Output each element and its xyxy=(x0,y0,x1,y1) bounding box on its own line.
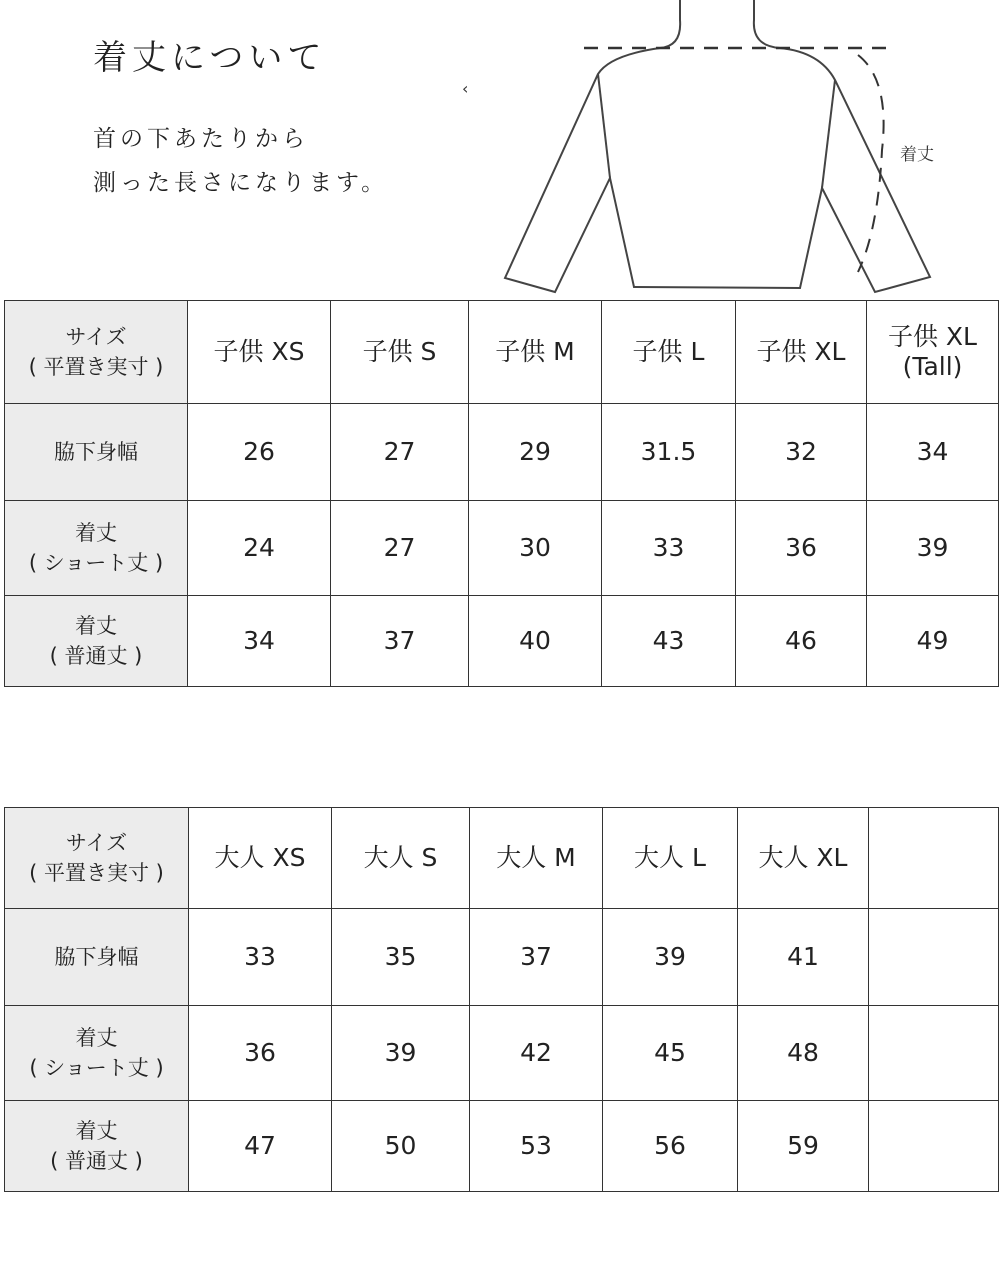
table-cell: 37 xyxy=(470,909,603,1006)
column-header: 大人 XS xyxy=(189,808,332,909)
table-cell: 46 xyxy=(736,596,867,687)
table-cell: 26 xyxy=(188,404,331,501)
table-cell: 24 xyxy=(188,501,331,596)
corner-label-line2: ( 平置き実寸 ) xyxy=(28,355,164,379)
row-label xyxy=(5,501,188,596)
table-row xyxy=(5,909,999,1006)
column-header xyxy=(867,301,999,404)
table-cell: 30 xyxy=(469,501,602,596)
description-line-1: 首の下あたりから xyxy=(93,126,309,152)
table-cell: 56 xyxy=(603,1101,738,1192)
table-row xyxy=(5,404,999,501)
table-header-row xyxy=(5,301,999,404)
column-header: 子供 S xyxy=(331,301,469,404)
table-cell: 53 xyxy=(470,1101,603,1192)
table-row xyxy=(5,501,999,596)
table-cell: 50 xyxy=(332,1101,470,1192)
column-header-line2: (Tall) xyxy=(902,352,963,381)
row-label: 脇下身幅 xyxy=(5,404,188,501)
table-cell: 37 xyxy=(331,596,469,687)
table-cell: 33 xyxy=(189,909,332,1006)
table-cell: 27 xyxy=(331,404,469,501)
column-header: 子供 L xyxy=(602,301,736,404)
row-label-line2: ( 普通丈 ) xyxy=(50,1149,143,1173)
table-cell: 36 xyxy=(736,501,867,596)
corner-header xyxy=(5,808,189,909)
length-guide-dashed-curve xyxy=(858,55,884,272)
shirt-length-diagram xyxy=(460,0,940,300)
row-label-line1: 着丈 xyxy=(75,613,117,638)
row-label-line2: ( ショート丈 ) xyxy=(29,1056,164,1080)
table-row xyxy=(5,596,999,687)
corner-label-line1: サイズ xyxy=(65,830,128,855)
table-row xyxy=(5,1101,999,1192)
table-cell: 41 xyxy=(738,909,869,1006)
table-cell: 39 xyxy=(867,501,999,596)
column-header: 子供 M xyxy=(469,301,602,404)
table-cell: 32 xyxy=(736,404,867,501)
column-header-line1: 子供 XL xyxy=(887,322,977,351)
table-cell: 43 xyxy=(602,596,736,687)
table-cell: 33 xyxy=(602,501,736,596)
row-label xyxy=(5,596,188,687)
corner-label-line2: ( 平置き実寸 ) xyxy=(29,861,164,885)
table-cell: 45 xyxy=(603,1006,738,1101)
column-header: 大人 XL xyxy=(738,808,869,909)
table-cell xyxy=(869,1101,999,1192)
row-label: 脇下身幅 xyxy=(5,909,189,1006)
table-cell: 47 xyxy=(189,1101,332,1192)
column-header: 大人 M xyxy=(470,808,603,909)
row-label-line2: ( 普通丈 ) xyxy=(49,644,143,668)
small-mark: ‹ xyxy=(462,79,469,98)
row-label-line2: ( ショート丈 ) xyxy=(28,551,164,575)
kids-size-table xyxy=(4,300,999,687)
table-cell: 39 xyxy=(332,1006,470,1101)
page-title: 着丈について xyxy=(93,38,327,78)
corner-label-line1: サイズ xyxy=(65,324,127,349)
column-header: 大人 L xyxy=(603,808,738,909)
length-label: 着丈 xyxy=(900,145,934,165)
row-label-line1: 着丈 xyxy=(75,1118,118,1143)
table-cell: 31.5 xyxy=(602,404,736,501)
column-header: 子供 XL xyxy=(736,301,867,404)
column-header: 子供 XS xyxy=(188,301,331,404)
table-cell: 42 xyxy=(470,1006,603,1101)
table-cell: 34 xyxy=(188,596,331,687)
table-cell: 35 xyxy=(332,909,470,1006)
table-cell: 34 xyxy=(867,404,999,501)
table-cell: 27 xyxy=(331,501,469,596)
corner-header xyxy=(5,301,188,404)
table-header-row xyxy=(5,808,999,909)
table-cell: 36 xyxy=(189,1006,332,1101)
column-header: 大人 S xyxy=(332,808,470,909)
adult-size-table xyxy=(4,807,999,1192)
table-cell: 39 xyxy=(603,909,738,1006)
table-cell xyxy=(869,1006,999,1101)
table-cell xyxy=(869,909,999,1006)
row-label xyxy=(5,1006,189,1101)
table-cell: 59 xyxy=(738,1101,869,1192)
description-line-2: 測った長さになります。 xyxy=(93,170,389,196)
table-cell: 49 xyxy=(867,596,999,687)
row-label xyxy=(5,1101,189,1192)
table-cell: 48 xyxy=(738,1006,869,1101)
table-row xyxy=(5,1006,999,1101)
row-label-line1: 着丈 xyxy=(75,520,117,545)
table-cell: 40 xyxy=(469,596,602,687)
table-cell: 29 xyxy=(469,404,602,501)
row-label-line1: 着丈 xyxy=(75,1025,118,1050)
column-header xyxy=(869,808,999,909)
